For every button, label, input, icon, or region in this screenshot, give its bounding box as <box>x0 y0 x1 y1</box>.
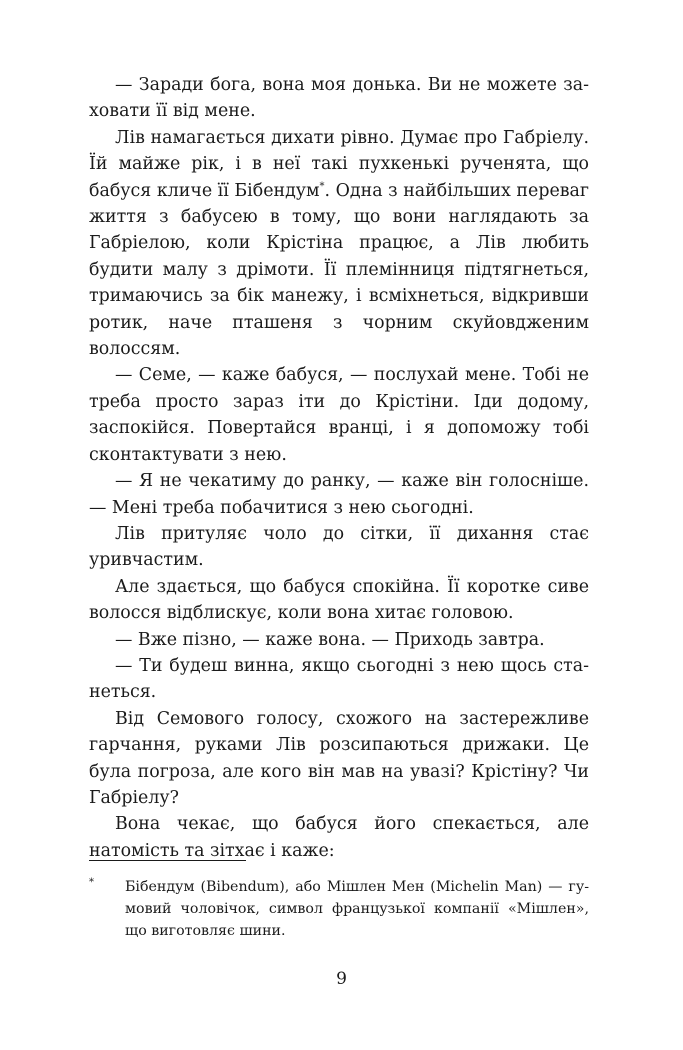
paragraph-7 <box>89 627 589 653</box>
paragraph-6-text: Але здається, що бабуся спокійна. Її коротке сиве волосся відблискує, коли вона хитає головою. <box>89 576 589 624</box>
paragraph-9 <box>89 706 589 812</box>
paragraph-8-text: — Ти будеш винна, якщо сьогодні з нею щось станеться. <box>89 655 589 703</box>
paragraph-9-text: Від Семового голосу, схожого на застережливе гарчання, руками Лів розсипаються дрижаки. Це була погроза, але кого він мав на увазі? Крістіну? Чи Габріелу? <box>89 708 589 808</box>
paragraph-10-text: Вона чекає, що бабуся його спекається, але натомість та зітхає і каже: <box>89 814 589 861</box>
paragraph-1 <box>89 72 589 125</box>
paragraph-3 <box>89 362 589 468</box>
body-text <box>89 72 589 864</box>
footnote-divider <box>89 860 246 861</box>
footnote-text: Бібендум (Bibendum), або Мішлен Мен (Michelin Man) — гумовий чоловічок, символ французької компанії «Мішлен», що виготовляє шини. <box>125 879 589 939</box>
paragraph-2-text: Лів намагається дихати рівно. Думає про Габріелу. Їй майже рік, і в неї такі пухкенькі рученята, що бабуся кличе її Бібендум <box>89 127 589 201</box>
paragraph-6 <box>89 574 589 627</box>
footnote-reference: * <box>319 180 325 192</box>
paragraph-7-text: — Вже пізно, — каже вона. — Приходь завтра. <box>115 629 545 650</box>
page-number: 9 <box>336 969 347 989</box>
paragraph-2: Лів намагається дихати рівно. Думає про Габріелу. Їй майже рік, і в неї такі пухкенькі рученята, що бабуся кличе її Бібендум*. Одна з найбільших переваг життя з бабусею в тому, що вони наглядають за Габріелою, коли Крістіна працює, а Лів любить будити малу з дрімоти. Її племінниця підтягнеться, тримаючись за бік манежу, і всміхнеться, відкривши ротик, наче пташеня з чорним скуйовдженим волоссям. <box>89 127 590 360</box>
paragraph-5 <box>89 521 589 574</box>
paragraph-3-text: — Семе, — каже бабуся, — послухай мене. Тобі не треба просто зараз іти до Крістіни. Іди додому, заспокійся. Повертайся вранці, і я допоможу тобі сконтактувати з нею. <box>89 365 589 465</box>
footnote <box>89 876 589 942</box>
paragraph-4 <box>89 468 589 521</box>
paragraph-4-text: — Я не чекатиму до ранку, — каже він голосніше. — Мені треба побачитися з нею сьогодні. <box>89 471 589 518</box>
paragraph-10 <box>89 811 589 864</box>
paragraph-5-text: Лів притуляє чоло до сітки, її дихання стає уривчастим. <box>89 523 589 571</box>
footnote-marker: * <box>89 877 94 888</box>
paragraph-8 <box>89 653 589 706</box>
paragraph-1-text: — Заради бога, вона моя донька. Ви не можете заховати її від мене. <box>89 75 589 122</box>
paragraph-2-continuation: Одна з найбільших переваг життя з бабусею в тому, що вони наглядають за Габріелою, коли Крістіна працює, а Лів любить будити малу з дрімоти. Її племінниця підтягнеться, тримаючись за бік манежу, і всміхнеться, відкривши ротик, наче пташеня з чорним скуйовдженим волоссям. <box>89 180 590 360</box>
